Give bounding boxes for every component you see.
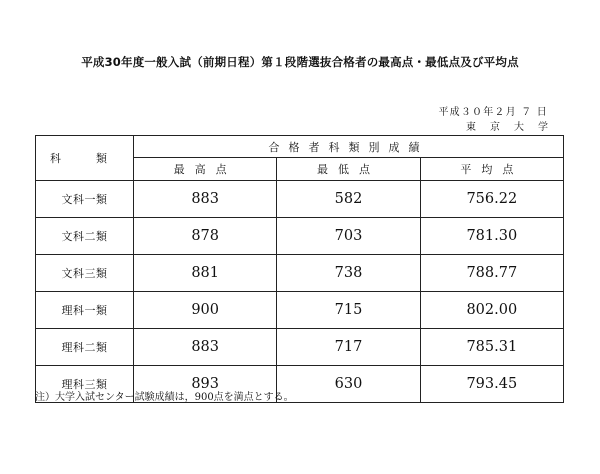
table-row (36, 255, 564, 292)
table-row (36, 292, 564, 329)
avg-score-cell: 802.00 (420, 292, 563, 329)
max-score-cell: 883 (134, 329, 277, 366)
score-table (35, 135, 564, 403)
footnote: 注）大学入試センター試験成績は，900点を満点とする。 (35, 392, 294, 403)
document-title: 平成30年度一般入試（前期日程）第１段階選抜合格者の最高点・最低点及び平均点 (81, 55, 519, 69)
subject-column-header: 科 類 (36, 136, 134, 181)
subject-cell: 理科一類 (36, 292, 134, 329)
min-score-cell: 738 (277, 255, 420, 292)
subject-cell: 理科三類 (36, 366, 134, 403)
subject-cell: 理科二類 (36, 329, 134, 366)
subject-cell: 文科一類 (36, 181, 134, 218)
min-score-header: 最低点 (277, 158, 420, 181)
max-score-cell: 900 (134, 292, 277, 329)
issue-date: 平成３０年２月 ７ 日 (438, 107, 548, 118)
min-score-cell: 582 (277, 181, 420, 218)
avg-score-cell: 781.30 (420, 218, 563, 255)
min-score-cell: 703 (277, 218, 420, 255)
avg-score-header: 平均点 (420, 158, 563, 181)
max-score-cell: 893 (134, 366, 277, 403)
min-score-cell: 717 (277, 329, 420, 366)
table-row (36, 329, 564, 366)
min-score-cell: 630 (277, 366, 420, 403)
max-score-cell: 883 (134, 181, 277, 218)
avg-score-cell: 785.31 (420, 329, 563, 366)
max-score-cell: 878 (134, 218, 277, 255)
max-score-header: 最高点 (134, 158, 277, 181)
avg-score-cell: 756.22 (420, 181, 563, 218)
min-score-cell: 715 (277, 292, 420, 329)
table-row (36, 218, 564, 255)
avg-score-cell: 793.45 (420, 366, 563, 403)
avg-score-cell: 788.77 (420, 255, 563, 292)
max-score-cell: 881 (134, 255, 277, 292)
table-row (36, 181, 564, 218)
issuer-name: 東京大学 (466, 122, 562, 133)
subject-cell: 文科二類 (36, 218, 134, 255)
subject-cell: 文科三類 (36, 255, 134, 292)
group-header: 合格者科類別成績 (134, 136, 564, 158)
